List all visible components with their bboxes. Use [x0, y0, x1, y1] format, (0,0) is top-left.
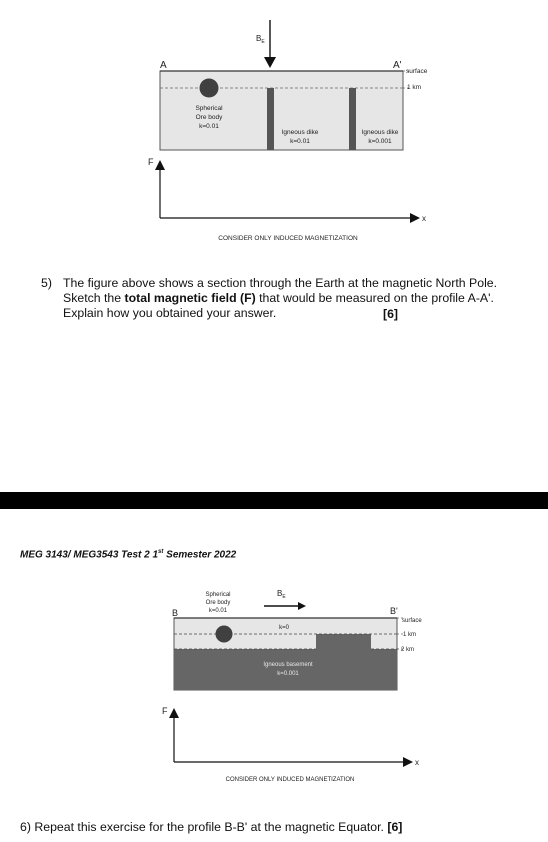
surface-label-2: surface: [402, 618, 422, 624]
label-a-prime: A': [393, 60, 402, 71]
page-break-band: [0, 492, 548, 509]
x-axis-label-1: x: [422, 214, 426, 223]
label-a: A: [160, 60, 167, 71]
surface-label-1: surface: [406, 68, 428, 75]
caption-2: CONSIDER ONLY INDUCED MAGNETIZATION: [225, 777, 355, 783]
question-6-text: Repeat this exercise for the profile B-B' at the magnetic Equator.: [34, 820, 384, 834]
question-5-text: The figure above shows a section through the Earth at the magnetic North Pole. Sketch the total magnetic field (F) that would be measured on the profile A-A'. Explain how you obtained your answer.: [63, 276, 498, 320]
depth1-label-2: 1 km: [403, 632, 417, 638]
y-axis-label-1: F: [148, 157, 154, 167]
dike1-label-b: k=0.01: [290, 138, 310, 145]
field-label-2: $B_E$: [277, 589, 286, 600]
x-axis-label-2: x: [415, 758, 419, 767]
question-5-marks: [6]: [383, 307, 399, 321]
ore-label-2c: k=0.01: [208, 608, 228, 614]
igneous-dike-2: [349, 88, 356, 150]
question-6-marks: [6]: [387, 820, 403, 834]
label-b: B: [172, 608, 179, 618]
ore-label-1a: Spherical: [195, 105, 223, 112]
ore-label-2a: Spherical: [205, 592, 231, 598]
question-5-number: 5): [41, 276, 52, 290]
dike2-label-a: Igneous dike: [361, 129, 399, 136]
question-6: [20, 820, 402, 835]
ore-body-1: [200, 79, 219, 98]
ore-body-2: [216, 626, 233, 643]
depth-label-1: 1 km: [407, 84, 422, 91]
dike2-label-b: k=0.001: [368, 138, 392, 145]
field-arrow-1-head: [264, 57, 276, 68]
y-axis-label-2: F: [162, 706, 168, 716]
layer-label-2: k=0: [279, 625, 289, 631]
basement-label-b: k=0.001: [277, 671, 299, 677]
course-header: MEG 3143/ MEG3543 Test 2 1st Semester 2022: [20, 549, 237, 561]
field-arrow-2-head: [298, 602, 306, 610]
ore-label-1c: k=0.01: [199, 123, 219, 130]
dike1-label-a: Igneous dike: [281, 129, 319, 136]
depth2-label-2: 2 km: [401, 647, 415, 653]
igneous-dike-1: [267, 88, 274, 150]
caption-1: CONSIDER ONLY INDUCED MAGNETIZATION: [218, 235, 358, 242]
ore-label-2b: Ore body: [205, 600, 231, 606]
field-label-1: $B_E$: [256, 34, 265, 45]
ore-label-1b: Ore body: [195, 114, 223, 121]
basement-label-a: Igneous basement: [263, 662, 313, 668]
label-b-prime: B': [390, 606, 398, 616]
question-6-number: 6): [20, 820, 31, 834]
